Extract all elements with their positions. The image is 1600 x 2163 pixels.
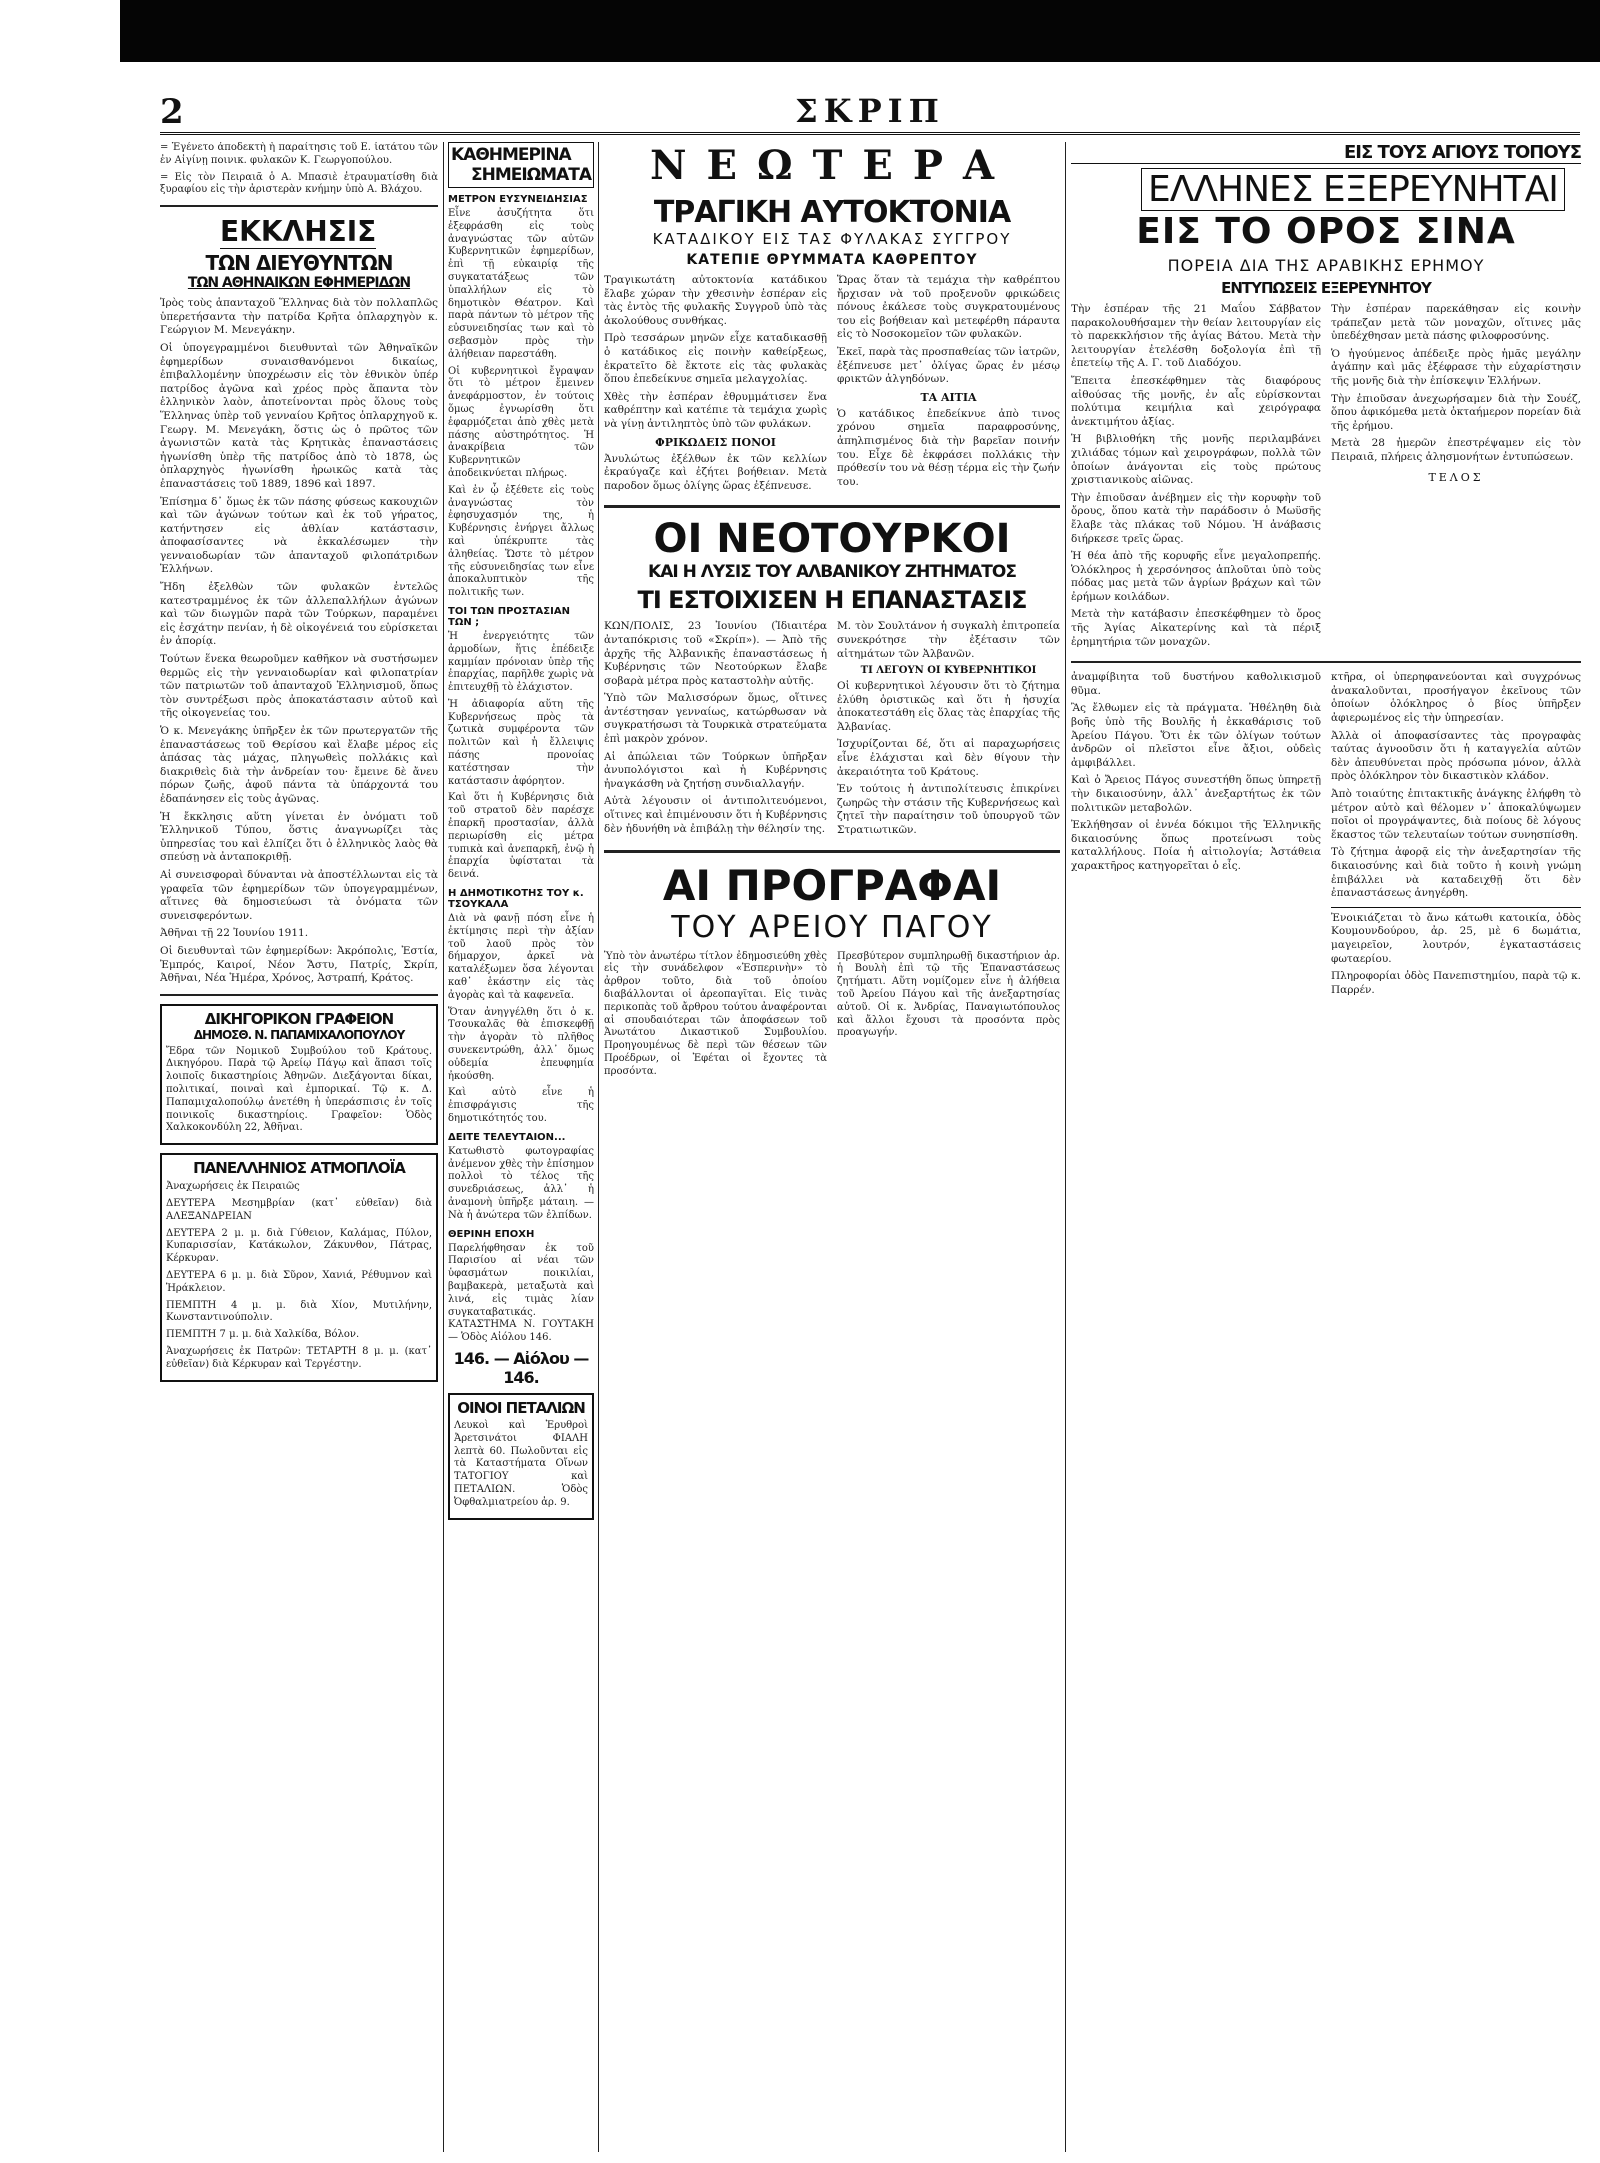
newspaper-title: ΣΚΡΙΠ <box>795 92 945 130</box>
scan-border <box>0 0 1600 62</box>
story-subheadline: ΠΟΡΕΙΑ ΔΙΑ ΤΗΣ ΑΡΑΒΙΚΗΣ ΕΡΗΜΟΥ <box>1167 256 1485 275</box>
note-paragraph: Καὶ ὅτι ἡ Κυβέρνησις διὰ τοῦ στρατοῦ δὲν παρέσχε ἐπαρκῆ προστασίαν, ἀλλὰ περιωρίσθη εἰς μέτρα τυπικὰ καὶ ἀνεπαρκῆ, ἐνῷ ἡ ἐπαρχία ὑφίσταται τὰ δεινά. <box>448 792 594 881</box>
note-paragraph: Οἱ κυβερνητικοὶ ἔγραψαν ὅτι τὸ μέτρον ἔμεινεν ἀνεφάρμοστον, ἐν τούτοις ὅμως ἐγνωρίσθη ὅτι ἐφαρμόζεται ἀπὸ χθὲς μετὰ πάσης αὐστηρότητος. Ἡ ἀνακρίβεια τῶν Κυβερνητικῶν ἀποδεικνύεται πλήρως. <box>448 365 594 479</box>
note-heading: ΜΕΤΡΟΝ ΕΥΣΥΝΕΙΔΗΣΙΑΣ <box>448 194 588 205</box>
store-address: 146. — Αἰόλου — 146. <box>453 1348 589 1387</box>
note-paragraph: Ὅταν ἀνηγγέλθη ὅτι ὁ κ. Τσουκαλᾶς θὰ ἐπισκεφθῇ τὴν ἀγορὰν τὸ πλῆθος συνεκεντρώθη, ἀλλ᾽ ὅμως οὐδεμία ἐπευφημία ἠκούσθη. <box>448 1006 594 1082</box>
story-paragraph: Ὥρας ὅταν τὰ τεμάχια τὴν καθρέπτου ἤρχισαν νὰ τοῦ προξενοῦν φρικώδεις πόνους ἐκάλεσε τοὺς συγκρατουμένους του εἰς βοήθειαν καὶ μετεφέρθη πάραυτα εἰς τὸ Νοσοκομεῖον τῶν φυλακῶν. <box>837 274 1060 341</box>
story-paragraph: Μετὰ 28 ἡμερῶν ἐπεστρέψαμεν εἰς τὸν Πειραιᾶ, πλήρεις ἀλησμονήτων ἐντυπώσεων. <box>1331 437 1581 463</box>
story-paragraph: Αἱ ἀπώλειαι τῶν Τούρκων ὑπῆρξαν ἀνυπολόγιστοι καὶ ἡ Κυβέρνησις ἠναγκάσθη νὰ ζητήσῃ συνδιαλλαγήν. <box>604 750 827 790</box>
note-heading: ΘΕΡΙΝΗ ΕΠΟΧΗ <box>448 1228 535 1240</box>
story-paragraph: Τραγικωτάτη αὐτοκτονία κατάδικου ἔλαβε χώραν τὴν χθεσινὴν ἑσπέραν εἰς τὰς ἐντὸς τῆς φυλακῆς Συγγροῦ ὑπὸ τὰς ἀκολούθους συνθήκας. <box>604 274 827 327</box>
story-paragraph: Ἰσχυρίζονται δέ, ὅτι αἱ παραχωρήσεις εἶνε ἐλάχισται καὶ δὲν θίγουν τὴν ἀκεραιότητα τοῦ Κράτους. <box>837 738 1060 778</box>
appeal-subtitle: ΤΩΝ ΔΙΕΥΘΥΝΤΩΝ <box>205 251 393 276</box>
story-paragraph: Ἂς ἔλθωμεν εἰς τὰ πράγματα. Ἠθέληθη διὰ βοῆς ὑπὸ τῆς Βουλῆς ἡ ἐκκαθάρισις τοῦ Ἀρείου Πάγου. Ὅτι ἐκ τῶν ὀλίγων τούτων ἀνδρῶν οἱ πλεῖστοι εἶνε ἄξιοι, οὐδεὶς ἀμφιβάλλει. <box>1071 702 1321 769</box>
kicker: ΕΙΣ ΤΟΥΣ ΑΓΙΟΥΣ ΤΟΠΟΥΣ <box>1071 142 1581 164</box>
latest-news-banner: ΝΕΩΤΕΡΑ <box>649 142 1015 189</box>
ad-body: Λευκοὶ καὶ Ἐρυθροὶ Ἀρετσινάτοι ΦΙΑΛΗ λεπτὰ 60. Πωλοῦνται εἰς τὰ Καταστήματα Οἴνων ΤΑΤΟΓΙΟΥ καὶ ΠΕΤΑΛΙΩΝ. Ὁδὸς Ὀφθαλμιατρείου ἀρ. 9. <box>454 1419 588 1508</box>
ad-line: ΠΕΜΠΤΗ 7 μ. μ. διὰ Χαλκίδα, Βόλον. <box>166 1329 360 1341</box>
appeal-paragraph: Ἡ ἔκκλησις αὕτη γίνεται ἐν ὀνόματι τοῦ Ἑλληνικοῦ Τύπου, ὅστις ἀναγνωρίζει τὰς ὑπηρεσίας του καὶ ἐλπίζει ὅτι ὁ ἑλληνικὸς λαὸς θὰ σπεύσῃ νὰ ἀνταποκριθῇ. <box>160 810 438 864</box>
appeal-lead: Ἰρὸς τοὺς ἁπανταχοῦ Ἕλληνας διὰ τὸν πολλαπλῶς ὑπερετήσαντα τὴν πατρίδα Κρῆτα ὁπλαρχηγὸν κ. Γεώργιον Μ. Μενεγάκην. <box>160 297 438 337</box>
masthead <box>160 92 1580 135</box>
story-paragraph: Ἡ βιβλιοθήκη τῆς μονῆς περιλαμβάνει χιλιάδας τόμων καὶ χειρογράφων, πολλὰ τῶν ὁποίων ἀνάγονται εἰς τοὺς πρώτους χριστιανικοὺς αἰῶνας. <box>1071 433 1321 487</box>
story-paragraph: Ἀνυλώτως ἐξέλθων ἐκ τῶν κελλίων ἐκραύγαζε καὶ ἐζήτει βοήθειαν. Μετὰ παροδον ὅμως ὀλίγης ὥρας ἐξέπνευσε. <box>604 452 827 492</box>
story-headline: ΤΡΑΓΙΚΗ ΑΥΤΟΚΤΟΝΙΑ <box>653 195 1011 230</box>
appeal-paragraph: Τούτων ἕνεκα θεωροῦμεν καθῆκον νὰ συστήσωμεν θερμῶς εἰς τὴν γενναιοδωρίαν καὶ φιλοπατρίαν τῶν πατριωτῶν τοῦ ἁπανταχοῦ Ἑλληνισμοῦ, ὅπως τὸν συντρέξωσι πρὸς ἀποκατάστασιν αὐτοῦ καὶ τῆς οἰκογενείας του. <box>160 653 438 720</box>
story-paragraph: ἀναμφίβιητα τοῦ δυστήνου καθολικισμοῦ θῦμα. <box>1071 671 1321 697</box>
note-paragraph: Ἡ ἐνεργειότητς τῶν ἀρμοδίων, ἥτις ἐπέδειξε καμμίαν πρόνοιαν ὑπὲρ τῆς ἐπαρχίας, παρῆλθε χωρὶς νὰ ἐπιτευχθῇ τὸ ἐλάχιστον. <box>448 630 594 694</box>
column-divider <box>1065 142 1066 2152</box>
story-paragraph: Τὴν ἐπιοῦσαν ἀνέβημεν εἰς τὴν κορυφὴν τοῦ ὄρους, ὅπου κατὰ τὴν παράδοσιν ὁ Μωϋσῆς ἔλαβε τὰς πλάκας τοῦ Νόμου. Ἡ ἀνάβασις διήρκεσε τρεῖς ὥρας. <box>1071 491 1321 545</box>
story-paragraph: Οἱ κυβερνητικοὶ λέγουσιν ὅτι τὸ ζήτημα ἐλύθη ὁριστικῶς καὶ ὅτι ἡ ἡσυχία ἀποκατεστάθη εἰς ὅλας τὰς ἐπαρχίας τῆς Ἀλβανίας. <box>837 680 1060 733</box>
note-paragraph: Καὶ αὐτὸ εἶνε ἡ ἐπισφράγισις τῆς δημοτικότητός του. <box>448 1087 594 1124</box>
news-brief: = Ἐγένετο ἀποδεκτὴ ἡ παραίτησις τοῦ Ε. ἰατάτου τῶν ἐν Αἰγίνῃ ποινικ. φυλακῶν Κ. Γεωργοπούλου. <box>160 142 438 166</box>
story-paragraph: Ὁ κατάδικος ἐπεδείκνυε ἀπὸ τινος χρόνου σημεῖα παραφροσύνης, ἀπηλπισμένος διὰ τὴν βαρεῖαν ποινήν του. Εἶχε δὲ ἐκφράσει πολλάκις τὴν πρόθεσίν του νὰ θέσῃ τέρμα εἰς τὴν ζωήν του. <box>837 407 1060 488</box>
story-subheadline: ΚΑΤΑΔΙΚΟΥ ΕΙΣ ΤΑΣ ΦΥΛΑΚΑΣ ΣΥΓΓΡΟΥ <box>652 230 1012 248</box>
rental-ad <box>1331 907 1581 998</box>
appeal-paragraph: Οἱ ὑπογεγραμμένοι διευθυνταὶ τῶν Ἀθηναϊκῶν ἐφημερίδων συναισθανόμενοι δικαίως, ἐπιβαλλομένην ὑποχρέωσιν εἰς τὸν ἐθνικὸν ὑπέρ πατρίδος ἀγῶνα καὶ χρέος πρὸς ἅπαντα τὸν ἑλληνικὸν λαὸν, ἀποτείνονται πρὸς ὅλους τοὺς Ἕλληνας ὑπὲρ τοῦ γενναίου Κρῆτος ὁπλαρχηγοῦ κ. Γεωργ. Μ. Μενεγάκη, ὅστις ὡς ὁ πρῶτος τῶν ἀγωνιστῶν κατὰ τὰς Κρητικὰς ἐπαναστάσεις ἠγωνίσθη ὑπὲρ τῆς πατρίδος ἀπὸ τὸ 1878, ὡς ὁπλαρχηγὸς ἠγωνίσθη ἡρωικῶς κατὰ τὰς ἐπαναστάσεις τοῦ 1889, 1896 καὶ 1897. <box>160 341 438 490</box>
story-paragraph: Τὴν ἑσπέραν τῆς 21 Μαΐου Σάββατον παρακολουθήσαμεν τὴν θείαν λειτουργίαν εἰς τὸ παρεκκλήσιον τῆς ἁγίας Βάτου. Μετὰ τὴν λειτουργίαν ἐτελέσθη δοξολογία ἐπὶ τῇ ἐπετείῳ τῆς Α. Γ. τοῦ Διαδόχου. <box>1071 303 1321 370</box>
appeal-paragraph: Αἱ συνεισφοραὶ δύνανται νὰ ἀποστέλλωνται εἰς τὰ γραφεῖα τῶν ἐφημερίδων τῶν ὑπογεγραμμένων, αἵτινες θὰ δημοσιεύωσι τὰ ὀνόματα τῶν συνεισφερόντων. <box>160 868 438 922</box>
story-paragraph: Καὶ ὁ Ἄρειος Πάγος συνεστήθη ὅπως ὑπηρετῇ τὴν δικαιοσύνην, ἀλλ᾽ ἀνεξαρτήτως ἐκ τῶν πολιτικῶν μεταβολῶν. <box>1071 774 1321 814</box>
ad-subtitle: ΔΗΜΟΣΘ. Ν. ΠΑΠΑΜΙΧΑΛΟΠΟΥΛΟΥ <box>193 1027 405 1042</box>
story-paragraph: Ὑπὸ τὸν ἀνωτέρω τίτλον ἐδημοσιεύθη χθὲς εἰς τὴν συνάδελφον «Ἑσπερινὴν» τὸ ἀρθρον τοῦτο, διὰ τοῦ ὁποίου διαβάλλονται οἱ ἀρεοπαγῖται. Εἰς τινὰς περικοπὰς τοῦ ἄρθρου τούτου ἀναφέρονται αἱ σπουδαιότεραι τῶν ἀποφάσεων τοῦ Ἀνωτάτου Δικαστικοῦ Συμβουλίου. Προηγουμένως δὲ περὶ τῶν θέσεων τῶν Προέδρων, οἱ Ἐφέται οἱ ἔχοντες τὰ προσόντα. <box>604 950 827 1077</box>
section-heading: ΤΑ ΑΙΤΙΑ <box>920 390 977 404</box>
ad-line: ΔΕΥΤΕΡΑ Μεσημβρίαν (κατ᾽ εὐθεῖαν) διὰ ΑΛΕΞΑΝΔΡΕΙΑΝ <box>166 1198 432 1222</box>
appeal-paragraph: Ὁ κ. Μενεγάκης ὑπῆρξεν ἐκ τῶν πρωτεργατῶν τῆς ἐπαναστάσεως τοῦ Θερίσου καὶ ἔλαβε μέρος εἰς ἁπάσας τὰς μάχας, πληγωθεὶς πολλάκις καὶ διακριθεὶς διὰ τὴν ἀνδρείαν του· ἔμεινε δὲ ἄνευ πόρων ζωῆς, ἀφοῦ πάντα τὰ ὑπάρχοντά του ἐδαπάνησεν εἰς τοὺς ἀγῶνας. <box>160 725 438 805</box>
story-headline: ΟΙ ΝΕΟΤΟΥΡΚΟΙ <box>653 516 1011 563</box>
story-paragraph: Αὐτὰ λέγουσιν οἱ ἀντιπολιτευόμενοι, οἵτινες καὶ ἐπιμένουσιν ὅτι ἡ Κυβέρνησις δὲν ἠδυνήθη νὰ ἐπιβάλῃ τὴν θέλησίν της. <box>604 795 827 835</box>
story-paragraph: Τὴν ἐπιοῦσαν ἀνεχωρήσαμεν διὰ τὴν Σουέζ, ὅπου ἀφικόμεθα μετὰ ὀκταήμερον πορείαν διὰ τῆς ἐρήμου. <box>1331 392 1581 432</box>
note-heading: ΤΟΙ ΤΩΝ ΠΡΟΣΤΑΣΙΑΝ ΤΩΝ ; <box>448 605 570 628</box>
page-number: 2 <box>160 92 184 132</box>
shipping-ad <box>160 1153 438 1381</box>
story-paragraph: Ἐκεῖ, παρὰ τὰς προσπαθείας τῶν ἰατρῶν, ἐξέπνευσε μετ᾽ ὀλίγας ὥρας ἐν μέσῳ φρικτῶν ἀλγηδόνων. <box>837 345 1060 386</box>
notes-title: ΚΑΘΗΜΕΡΙΝΑ <box>451 145 571 165</box>
column-daily-notes <box>448 142 594 2152</box>
appeal-date: Ἀθῆναι τῇ 22 Ἰουνίου 1911. <box>160 927 309 940</box>
ad-line: ΔΕΥΤΕΡΑ 6 μ. μ. διὰ Σῦρον, Χανιά, Ρέθυμνον καὶ Ἡράκλειον. <box>166 1270 432 1294</box>
section-heading: ΦΡΙΚΩΔΕΙΣ ΠΟΝΟΙ <box>655 435 776 449</box>
story-paragraph: ΚΩΝ/ΠΟΛΙΣ, 23 Ἰουνίου (Ἰδιαιτέρα ἀνταπόκρισις τοῦ «Σκρίπ»). — Ἀπὸ τῆς ἀρχῆς τῆς Ἀλβανικῆς ἐπαναστάσεως ἡ Κυβέρνησις τῶν Νεοτούρκων ἔλαβε σοβαρὰ μέτρα πρὸς καταστολὴν αὐτῆς. <box>604 620 827 687</box>
news-brief: = Εἰς τὸν Πειραιᾶ ὁ Α. Μπασιὲ ἐτραυματίσθη διὰ ξυραφίου εἰς τὴν ἀριστερὰν κνήμην ὑπὸ Α. Βλάχου. <box>160 171 438 196</box>
story-paragraph: Ἀπὸ τοιαύτης ἐπιτακτικῆς ἀνάγκης ἐλήφθη τὸ μέτρον αὐτὸ καὶ θέλομεν ν᾽ ἀποκαλύψωμεν ποῖοι οἱ προγράψαντες, διὰ ποίους δὲ λόγους ἕκαστος τῶν τελευταίων τούτων συνησπίσθη. <box>1331 788 1581 841</box>
story-subheadline: ΤΙ ΕΣΤΟΙΧΙΣΕΝ Η ΕΠΑΝΑΣΤΑΣΙΣ <box>637 586 1027 615</box>
note-paragraph: Ἡ ἀδιαφορία αὕτη τῆς Κυβερνήσεως πρὸς τὰ ζωτικὰ συμφέροντα τῶν πολιτῶν καὶ ἡ ἔλλειψις πάσης προνοίας κατέστησαν τὴν κατάστασιν ἀφόρητον. <box>448 698 594 787</box>
ad-body: Ἐνοικιάζεται τὸ ἄνω κάτωθι κατοικία, ὁδὸς Κουμουνδούρου, ἀρ. 25, μὲ 6 δωμάτια, μαγειρεῖον, λουτρόν, ἐγκαταστάσεις φωταερίου. <box>1331 911 1581 965</box>
ad-line: Ἀναχωρήσεις ἐκ Πειραιῶς <box>166 1181 300 1193</box>
story-subheadline: ΕΝΤΥΠΩΣΕΙΣ ΕΞΕΡΕΥΝΗΤΟΥ <box>1221 279 1431 297</box>
note-paragraph: Εἶνε ἀσυζήτητα ὅτι ἐξεφράσθη εἰς τοὺς ἀναγνώστας τῶν αὐτῶν Κυβερνητικῶν ἐφημερίδων, ἐπὶ τῇ εὐκαιρίᾳ τῆς συγκατατάξεως τῶν ὑπαλλήλων εἰς τὸ δημοτικὸν Θέατρον. Καὶ παρὰ πάντων τὸ μέτρον τῆς εὐσυνειδησίας των καὶ τὸ σεβασμὸν πρὸς τὴν ἀλήθειαν παρεστάθη. <box>448 208 594 360</box>
story-subheadline: ΤΟΥ ΑΡΕΙΟΥ ΠΑΓΟΥ <box>671 909 993 945</box>
wine-ad <box>448 1393 594 1520</box>
note-heading: Η ΔΗΜΟΤΙΚΟΤΗΣ ΤΟΥ κ. ΤΣΟΥΚΑΛΑ <box>448 888 584 911</box>
story-paragraph: Ὑπὸ τῶν Μαλισσόρων ὅμως, οἵτινες ἀντέστησαν γενναίως, κατώρθωσαν νὰ συγκρατήσωσι τὰ Τουρκικὰ στρατεύματα ἐπὶ μακρὸν χρόνον. <box>604 692 827 746</box>
note-paragraph: Κατωθιστὸ φωτογραφίας ἀνέμενον χθὲς τὴν ἐπίσημον πολλοὶ τὸ τέλος τῆς συνεδριάσεως, ἀλλ᾽ ἡ ἀναμονὴ ὑπῆρξε μάταιη. — Νὰ ἡ ἀνώτερα τῶν ἐλπίδων. <box>448 1145 594 1221</box>
note-paragraph: Διὰ νὰ φανῇ πόση εἶνε ἡ ἐκτίμησις περὶ τὴν ἀξίαν τοῦ λαοῦ πρὸς τὸν δήμαρχον, ἀρκεῖ νὰ καταλέξωμεν ὅσα λέγονται καθ᾽ ἑκάστην εἰς τὰς ἀγορὰς καὶ τὰ καφενεῖα. <box>448 913 594 1001</box>
note-heading: ΔΕΙΤΕ ΤΕΛΕΥΤΑΙΟΝ... <box>448 1131 566 1143</box>
law-office-ad <box>160 1004 438 1146</box>
story-subheadline: ΚΑΙ Η ΛΥΣΙΣ ΤΟΥ ΑΛΒΑΝΙΚΟΥ ΖΗΤΗΜΑΤΟΣ <box>648 562 1016 583</box>
notes-title: ΣΗΜΕΙΩΜΑΤΑ <box>471 165 591 185</box>
story-headline: ΕΛΛΗΝΕΣ ΕΞΕΡΕΥΝΗΤΑΙ <box>1141 168 1565 211</box>
ad-line: ΔΕΥΤΕΡΑ 2 μ. μ. διὰ Γύθειον, Καλάμας, Πύλον, Κυπαρισσίαν, Κατάκωλον, Ζάκυνθον, Πάτρας, Κέρκυραν. <box>166 1227 432 1265</box>
column-latest-news <box>604 142 1060 2152</box>
ad-line: Ἀναχωρήσεις ἐκ Πατρῶν: ΤΕΤΑΡΤΗ 8 μ. μ. (κατ᾽ εὐθεῖαν) διὰ Κέρκυραν καὶ Τεργέστην. <box>166 1346 432 1370</box>
story-subheadline: ΚΑΤΕΠΙΕ ΘΡΥΜΜΑΤΑ ΚΑΘΡΕΠΤΟΥ <box>686 252 978 268</box>
note-paragraph: Καὶ ἐν ᾧ ἐξέθετε εἰς τοὺς ἀναγνώστας τὸν ἐφησυχασμόν της, ἡ Κυβέρνησις ἐνήργει ἄλλως καὶ ὑπέκρυπτε τὰς ἀληθείας. Ὥστε τὸ μέτρον τῆς εὐσυνειδησίας των εἶνε ἀποκαλυπτικὸν τῆς πολιτικῆς των. <box>448 484 594 599</box>
column-divider <box>598 142 599 2152</box>
appeal-subtitle: ΤΩΝ ΑΘΗΝΑΙΚΩΝ ΕΦΗΜΕΡΙΔΩΝ <box>187 275 411 292</box>
appeal-paragraph: Ἤδη ἐξελθὼν τῶν φυλακῶν ἐντελῶς κατεστραμμένος ἐκ τῶν ἀλλεπαλλήλων ἀγώνων καὶ τῶν διωγμῶν παρὰ τῶν Τούρκων, παραμένει εἰς ἐσχάτην πενίαν, ἡ δὲ οἰκογένειά του εὑρίσκεται ἐν ἀπορίᾳ. <box>160 581 438 648</box>
ad-title: ΟΙΝΟΙ ΠΕΤΑΛΙΩΝ <box>457 1398 585 1417</box>
story-paragraph: Χθὲς τὴν ἑσπέραν ἐθρυμμάτισεν ἕνα καθρέπτην καὶ κατέπιε τὰ τεμάχια χωρὶς νὰ γίνῃ ἀντιληπτὸς ὑπὸ τῶν φυλάκων. <box>604 390 827 430</box>
appeal-paragraph: Ἐπίσημα δ᾽ ὅμως ἐκ τῶν πάσης φύσεως κακουχιῶν καὶ τῶν ἀγώνων τούτων καὶ ἐκ τοῦ γήρατος, κατήντησεν εἰς ἀθλίαν κατάστασιν, ἀποφασίσαντες νὰ ἐκκαλέσωμεν τὴν γενναιοδωρίαν τῶν ἁπανταχοῦ φιλοπάτριδων Ἑλλήνων. <box>160 495 438 576</box>
story-headline: ΕΙΣ ΤΟ ΟΡΟΣ ΣΙΝΑ <box>1136 211 1516 252</box>
column-divider <box>443 142 444 2152</box>
story-paragraph: Ἐκλήθησαν οἱ ἐννέα δόκιμοι τῆς Ἑλληνικῆς δικαιοσύνης ὅπως προτείνωσι τοὺς καταλλήλους. Ποία ἡ αἰτιολογία; Ἀστάθεια χαρακτῆρος κατηγορεῖται ὁ εἷς. <box>1071 819 1321 872</box>
ad-body: Πληροφορίαι ὁδὸς Πανεπιστημίου, παρὰ τῷ κ. Παρρέν. <box>1331 970 1581 996</box>
ad-line: ΠΕΜΠΤΗ 4 μ. μ. διὰ Χίον, Μυτιλήνην, Κωνσταντινούπολιν. <box>166 1299 432 1324</box>
story-paragraph: Ἐν τούτοις ἡ ἀντιπολίτευσις ἐπικρίνει ζωηρῶς τὴν στάσιν τῆς Κυβερνήσεως καὶ ζητεῖ τὴν παραίτησιν τοῦ ὑπουργοῦ τῶν Στρατιωτικῶν. <box>837 783 1060 837</box>
story-paragraph: Μετὰ τὴν κατάβασιν ἐπεσκέφθημεν τὸ ὄρος τῆς Ἁγίας Αἰκατερίνης καὶ τὰ πέριξ ἐρημητήρια τῶν μοναχῶν. <box>1071 608 1321 648</box>
note-paragraph: Παρελήφθησαν ἐκ τοῦ Παρισίου αἱ νέαι τῶν ὑφασμάτων ποικιλίαι, βαμβακερὰ, μεταξωτὰ καὶ λινά, εἰς τιμὰς λίαν συγκαταβατικάς. ΚΑΤΑΣΤΗΜΑ Ν. ΓΟΥΤΑΚΗ — Ὁδὸς Αἰόλου 146. <box>448 1242 594 1344</box>
story-end: ΤΕΛΟΣ <box>1428 470 1484 484</box>
story-paragraph: Πρὸ τεσσάρων μηνῶν εἶχε καταδικασθῇ ὁ κατάδικος εἰς ποινὴν καθείρξεως, ἐκρατεῖτο δὲ ἔκτοτε εἰς τὰς φυλακὰς ὅπου ἐπεδείκνυε σημεῖα μελαγχολίας. <box>604 332 827 386</box>
section-heading: ΤΙ ΛΕΓΟΥΝ ΟΙ ΚΥΒΕΡΝΗΤΙΚΟΙ <box>860 665 1037 677</box>
ad-body: Ἔδρα τῶν Νομικοῦ Συμβούλου τοῦ Κράτους. Δικηγόρου. Παρὰ τῷ Ἀρείῳ Πάγῳ καὶ ἅπασι τοῖς λοιποῖς δικαστηρίοις Ἀθηνῶν. Διεξάγονται δίκαι, πολιτικαί, ποιναὶ καὶ ἐμπορικαί. Τῷ κ. Δ. Παπαμιχαλοπούλῳ ἀνετέθη ἡ ὑπεράσπισις ἐν τοῖς ποινικοῖς δικαστηρίοις. Γραφεῖον: Ὁδὸς Χαλκοκονδύλη 22, Ἀθῆναι. <box>166 1045 432 1134</box>
story-paragraph: Τὸ ζήτημα ἀφορᾷ εἰς τὴν ἀνεξαρτησίαν τῆς δικαιοσύνης καὶ διὰ τοῦτο ἡ κοινὴ γνώμη ἐπιβάλλει νὰ καταδειχθῇ ὅτι δὲν ἐπαναστάσεως ἀνηγέρθη. <box>1331 846 1581 900</box>
story-paragraph: Μ. τὸν Σουλτάνον ἡ συγκαλὴ ἐπιτροπεία συνεκρότησε τὴν ἐξέτασιν τῶν αἰτημάτων τῶν Ἀλβανῶν. <box>837 620 1060 660</box>
story-paragraph: Πρεσβύτερον συμπληρωθῇ δικαστήριον ἀρ. ἡ Βουλὴ ἐπὶ τῷ τῆς Ἐπαναστάσεως ζητήματι. Αὕτη νομίζομεν εἶνε ἡ ἀλήθεια τοῦ Ἀρείου Πάγου καὶ τῆς ἀνεξαρτησίας αὐτοῦ. Οἱ κ. Ἀνδρίας, Παναγιωτόπουλος καὶ ἄλλοι ἔχουσι τὰ προσόντα πρὸς προαγωγήν. <box>837 950 1060 1039</box>
ad-title: ΔΙΚΗΓΟΡΙΚΟΝ ΓΡΑΦΕΙΟΝ <box>204 1009 394 1028</box>
story-paragraph: Τὴν ἑσπέραν παρεκάθησαν εἰς κοινὴν τράπεζαν μετὰ τῶν μοναχῶν, οἵτινες μᾶς ὑπεδέχθησαν μετὰ πάσης φιλοφροσύνης. <box>1331 303 1581 343</box>
story-paragraph: Ἀλλὰ οἱ ἀποφασίσαντες τὰς προγραφὰς ταύτας ἀγνοοῦσιν ὅτι ἡ καταγγελία αὐτῶν δὲν ἀπευθύνεται πρὸς πρόσωπα μόνον, ἀλλὰ πρὸς ὁλόκληρον τὸν δικαστικὸν κλάδον. <box>1331 729 1581 783</box>
column-explorers <box>1071 142 1581 2152</box>
story-headline: ΑΙ ΠΡΟΓΡΑΦΑΙ <box>662 860 1002 910</box>
story-paragraph: Ἔπειτα ἐπεσκέφθημεν τὰς διαφόρους αἰθούσας τῆς μονῆς, ἐν αἷς εὑρίσκονται πολύτιμα κειμήλια καὶ χειρόγραφα ἀνεκτιμήτου ἀξίας. <box>1071 374 1321 428</box>
ad-title: ΠΑΝΕΛΛΗΝΙΟΣ ΑΤΜΟΠΛΟΪΑ <box>193 1159 405 1178</box>
story-paragraph: Ὁ ἡγούμενος ἀπέδειξε πρὸς ἡμᾶς μεγάλην ἀγάπην καὶ μᾶς ἐξέφρασε τὴν εὐχαρίστησιν τῆς μονῆς διὰ τὴν ἐπίσκεψιν Ἑλλήνων. <box>1331 347 1581 387</box>
story-paragraph: Ἡ θέα ἀπὸ τῆς κορυφῆς εἶνε μεγαλοπρεπής. Ὁλόκληρος ἡ χερσόνησος ἁπλοῦται ὑπὸ τοὺς πόδας μας μετὰ τῶν ἀγρίων βράχων καὶ τῶν ἐρήμων κοιλάδων. <box>1071 550 1321 603</box>
appeal-title: ΕΚΚΛΗΣΙΣ <box>220 215 377 249</box>
appeal-signatories: Οἱ διευθυνταὶ τῶν ἐφημερίδων: Ἀκρόπολις, Ἐστία, Ἐμπρός, Καιροί, Νέον Ἄστυ, Πατρίς, Σκρίπ, Ἀθῆναι, Νέα Ἡμέρα, Χρόνος, Ἀστραπή, Κράτος. <box>160 944 438 985</box>
column-appeal <box>160 142 438 2152</box>
story-paragraph: κτῆρα, οἱ ὑπερηφανεύονται καὶ συγχρόνως ἀνακαλοῦνται, προσήγαγον ἐκεῖνους τῶν ὁποίων ὁλόκληρος ὁ βίος ὑπῆρξεν ἀφιερωμένος εἰς τὴν ὑπηρεσίαν. <box>1331 671 1581 725</box>
